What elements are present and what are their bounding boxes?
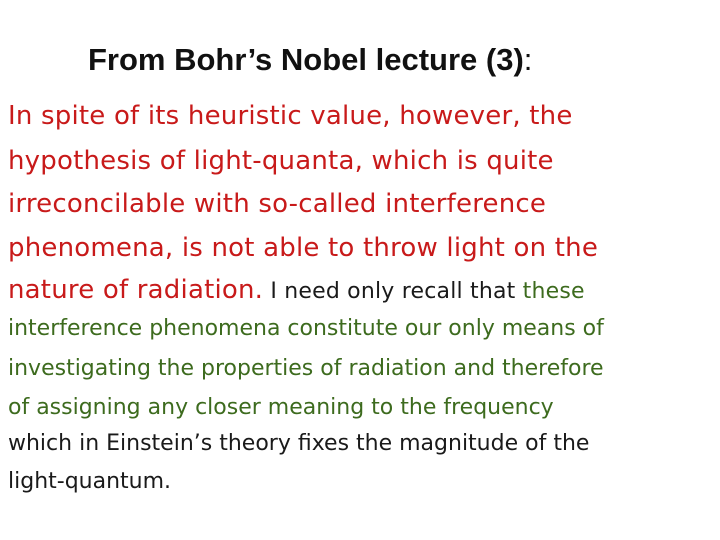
quote-red-text: In spite of its heuristic value, however, the	[8, 101, 573, 131]
these-text: these	[515, 279, 585, 304]
quote-line	[8, 99, 573, 133]
quote-red-text: nature of radiation.	[8, 275, 264, 305]
quote-red-text: hypothesis of light-quanta, which is quite	[8, 146, 554, 176]
title-text: From Bohr’s Nobel lecture (3)	[88, 42, 524, 77]
recall-text: I need only recall that	[263, 279, 516, 304]
body-line	[8, 429, 589, 459]
quote-line	[8, 273, 585, 309]
body-green-text: interference phenomena constitute our only means of	[8, 316, 604, 341]
body-green-text: investigating the properties of radiation and therefore	[8, 356, 604, 381]
body-line	[8, 467, 171, 497]
quote-line	[8, 144, 554, 178]
body-line	[8, 354, 604, 384]
quote-red-text: irreconcilable with so-called interference	[8, 189, 547, 219]
title-colon: :	[523, 42, 533, 77]
quote-line	[8, 187, 546, 221]
quote-red-text: phenomena, is not able to throw light on the	[8, 233, 599, 263]
quote-line	[8, 231, 598, 265]
body-dark-text: which in Einstein’s theory fixes the magnitude of the	[8, 431, 590, 456]
body-green-text: of assigning any closer meaning to the frequency	[8, 395, 554, 420]
body-line	[8, 393, 554, 423]
body-dark-text: light-quantum.	[8, 469, 172, 494]
body-line	[8, 314, 604, 344]
slide-title	[88, 40, 532, 80]
